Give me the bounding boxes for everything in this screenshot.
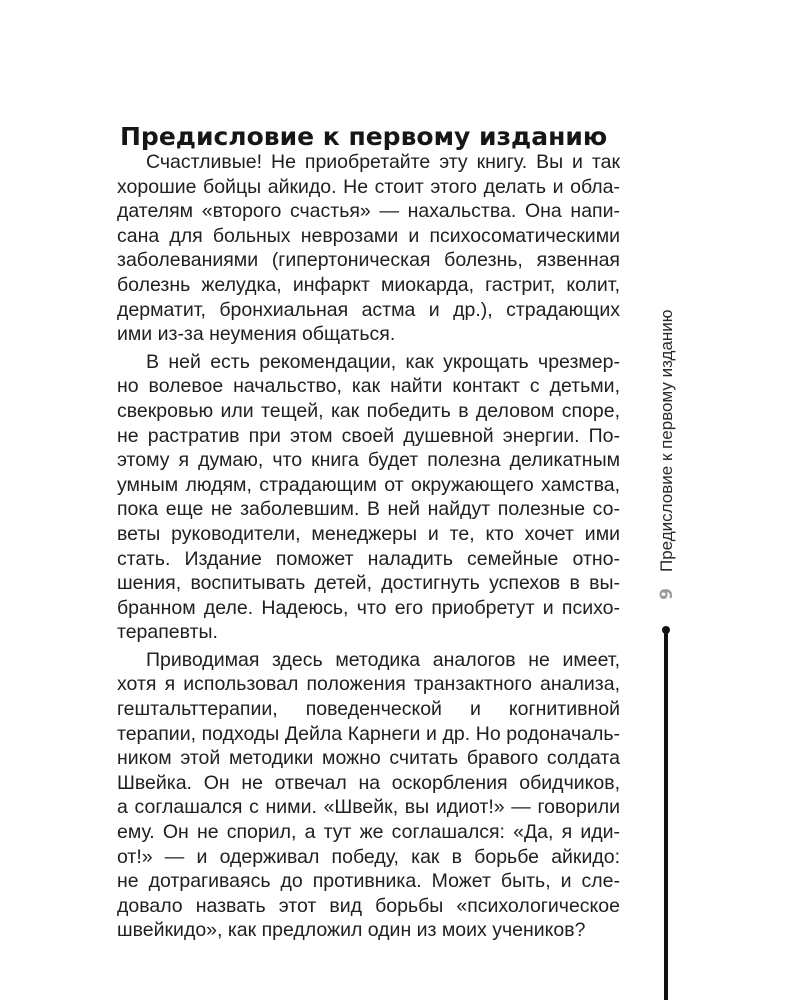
text-line: сана для больных неврозами и психосоматическими [117,224,620,247]
text-line: болезнь желудка, инфаркт миокарда, гастрит, колит, [117,273,620,296]
text-line: Приводимая здесь методика аналогов не имеет, [146,648,620,671]
text-line: бранном деле. Надеюсь, что его приобретут и психо- [117,596,620,619]
text-line: терапевты. [117,621,218,644]
text-line: швейкидо», как предложил один из моих учеников? [117,919,586,942]
text-line: а соглашался с ними. «Швейк, вы идиот!» — говорили [117,796,620,819]
text-line: не дотрагиваясь до противника. Может быть, и сле- [117,870,620,893]
text-line: этому я думаю, что книга будет полезна деликатным [117,449,620,472]
text-line: но волевое начальство, как найти контакт с детьми, [117,375,620,398]
text-line: заболеваниями (гипертоническая болезнь, язвенная [117,249,620,272]
text-line: гештальттерапии, поведенческой и когнитивной [117,698,620,721]
text-line: хорошие бойцы айкидо. Не стоит этого делать и обла- [117,175,620,198]
text-line: от!» — и одерживал победу, как в борьбе айкидо: [117,845,620,868]
text-line: пока еще не заболевшим. В ней найдут полезные со- [117,498,620,521]
text-line: В ней есть рекомендации, как укрощать чрезмер- [146,350,620,373]
text-line: дателям «второго счастья» — нахальства. Она напи- [117,200,620,223]
page-number [655,582,679,606]
margin-rule-line [664,631,668,1000]
text-line: хотя я использовал положения транзактного анализа, [117,673,620,696]
body-text [117,150,620,943]
text-line: ником этой методики можно считать бравого солдата [117,747,620,770]
text-line: не растратив при этом своей душевной энергии. По- [117,424,620,447]
text-line: умным людям, страдающим от окружающего хамства, [117,473,620,496]
text-line: Счастливые! Не приобретайте эту книгу. Вы и так [146,151,620,173]
text-line: терапии, подходы Дейла Карнеги и др. Но родоначаль- [117,722,620,745]
section-heading: Предисловие к первому изданию [120,122,608,151]
text-line: шения, воспитывать детей, достигнуть успехов в вы- [117,572,620,595]
page-number-text: 9 [657,588,677,600]
text-line: Швейка. Он не отвечал на оскорбления обидчиков, [117,771,620,794]
text-line: веты руководители, менеджеры и те, кто хочет ими [117,522,620,545]
text-line: ими из-за неумения общаться. [117,323,396,346]
text-line: ему. Он не спорил, а тут же соглашался: «Да, я иди- [117,821,620,844]
text-line: стать. Издание поможет наладить семейные отно- [117,547,620,570]
running-head-text: Предисловие к первому изданию [657,309,676,572]
text-line: довало назвать этот вид борьбы «психологическое [117,894,620,917]
text-line: дерматит, бронхиальная астма и др.), страдающих [117,298,620,321]
running-head [655,309,679,572]
text-line: свекровью или тещей, как победить в деловом споре, [117,399,620,422]
